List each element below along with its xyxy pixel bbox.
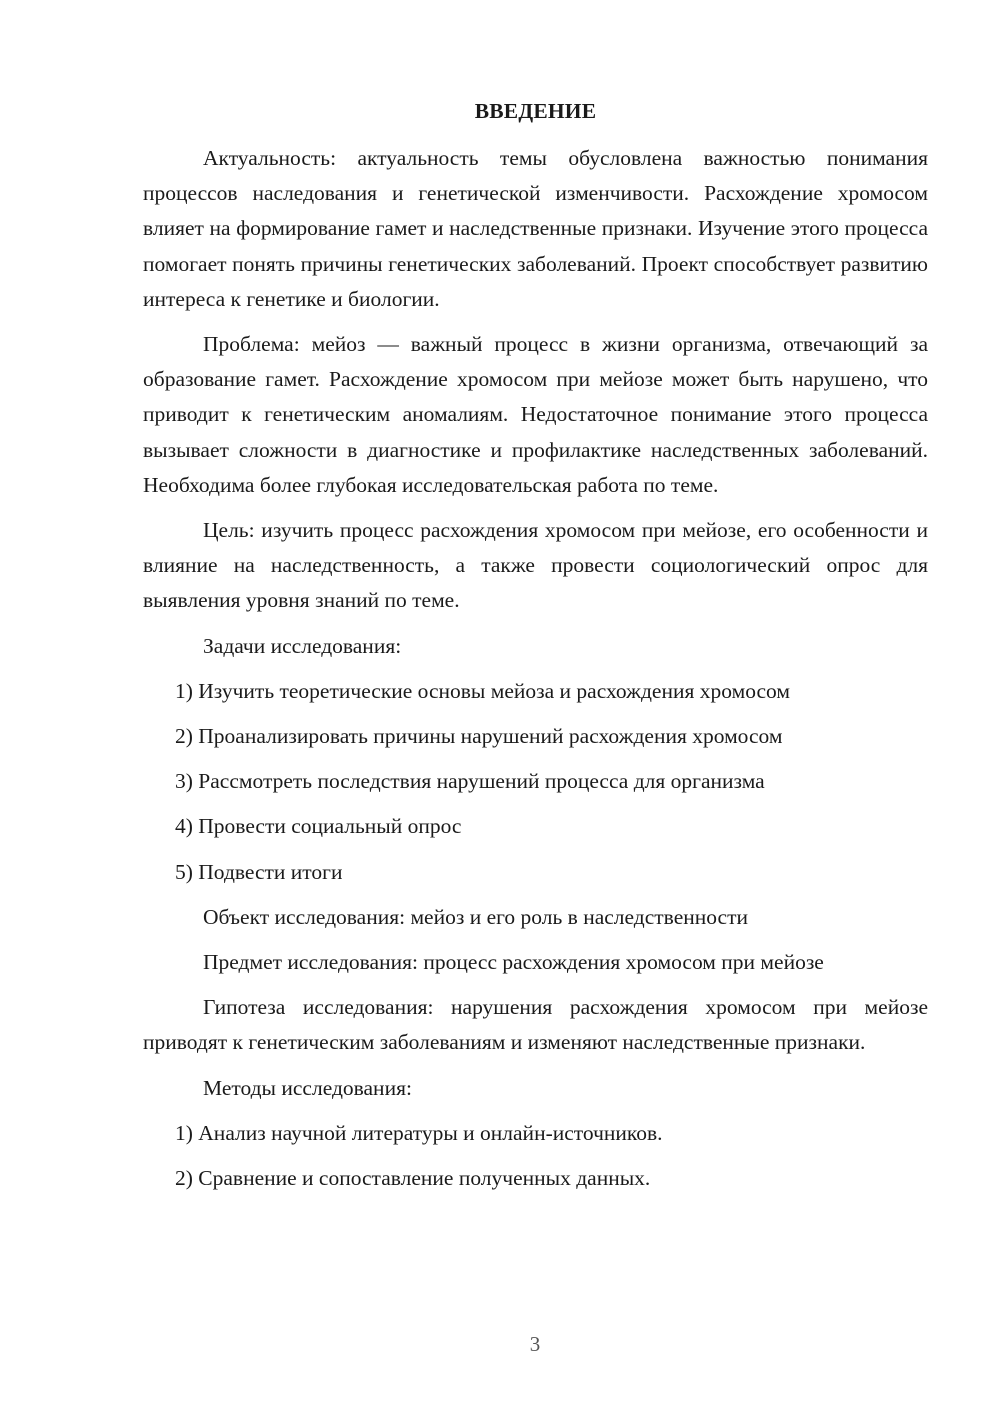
research-object: Объект исследования: мейоз и его роль в наследственности — [203, 904, 748, 929]
methods-title: Методы исследования: — [203, 1075, 412, 1100]
relevance-paragraph: Актуальность: актуальность темы обусловлена важностью понимания процессов наследования и генетической изменчивости. Расхождение хромосом влияет на формирование гамет и наследственные признаки. Изучение этого процесса помогает понять причины генетических заболеваний. Проект способствует развитию интереса к генетике и биологии. — [143, 146, 928, 311]
hypothesis-paragraph: Гипотеза исследования: нарушения расхождения хромосом при мейозе приводят к генетическим заболеваниям и изменяют наследственные признаки. — [143, 995, 928, 1055]
problem-paragraph: Проблема: мейоз — важный процесс в жизни организма, отвечающий за образование гамет. Расхождение хромосом при мейозе может быть нарушено, что приводит к генетическим аномалиям. Недостаточное понимание этого процесса вызывает сложности в диагностике и профилактике наследственных заболеваний. Необходима более глубокая исследовательская работа по теме. — [143, 332, 928, 497]
section-heading: ВВЕДЕНИЕ — [474, 99, 597, 123]
page-number: 3 — [529, 1332, 541, 1356]
goal-paragraph: Цель: изучить процесс расхождения хромосом при мейозе, его особенности и влияние на наследственность, а также провести социологический опрос для выявления уровня знаний по теме. — [143, 518, 928, 613]
method-item: 1) Анализ научной литературы и онлайн-источников. — [175, 1120, 663, 1145]
task-item: 5) Подвести итоги — [175, 859, 343, 884]
tasks-title: Задачи исследования: — [203, 633, 402, 658]
method-item: 2) Сравнение и сопоставление полученных данных. — [175, 1166, 651, 1191]
task-item: 4) Провести социальный опрос — [175, 814, 462, 839]
document-page — [143, 95, 928, 1206]
research-subject: Предмет исследования: процесс расхождения хромосом при мейозе — [203, 950, 824, 975]
task-item: 3) Рассмотреть последствия нарушений процесса для организма — [175, 769, 765, 794]
task-item: 2) Проанализировать причины нарушений расхождения хромосом — [175, 724, 783, 749]
task-item: 1) Изучить теоретические основы мейоза и расхождения хромосом — [175, 678, 790, 703]
